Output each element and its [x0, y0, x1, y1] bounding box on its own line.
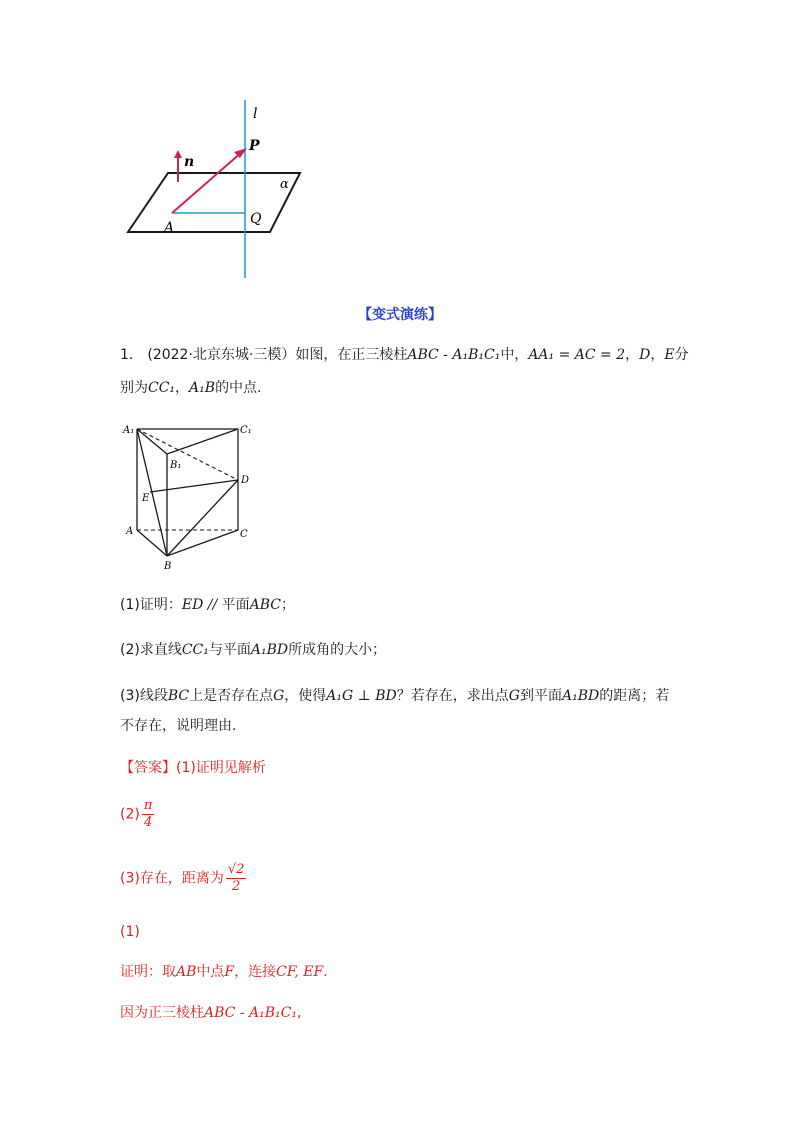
section-title: 【变式演练】 [358, 307, 442, 323]
figure-plane-normal [120, 100, 320, 280]
question-text: (2)求直线 [120, 642, 182, 658]
label-A1: A₁ [123, 425, 135, 436]
question-3 [120, 686, 669, 706]
plane-alpha [128, 173, 300, 232]
fraction-denominator: 2 [231, 879, 241, 894]
normal-arrowhead [174, 150, 182, 158]
answer-part-2 [120, 798, 154, 831]
problem-text: 1. (2022·北京东城·三模）如图，在正三棱柱 [120, 347, 408, 363]
problem-line-1: 1. (2022·北京东城·三模）如图，在正三棱柱ABC - A₁B₁C₁中，AA₁ = AC = 2，D，E分 [120, 347, 689, 363]
problem-line-2: 别为CC₁，A₁B的中点. [120, 380, 262, 396]
math-expr: G [273, 688, 285, 704]
fraction-denominator: 4 [143, 815, 153, 830]
math-expr: ED // [181, 597, 222, 613]
question-3-line-2: 不存在，说明理由. [120, 718, 237, 734]
math-expr: G [508, 688, 520, 704]
question-2 [120, 640, 386, 660]
proof-text: 因为正三棱柱 [120, 1005, 204, 1021]
question-text: ，使得 [284, 688, 327, 704]
math-expr: F [224, 964, 235, 980]
label-n: n [184, 154, 195, 170]
question-1 [120, 595, 295, 615]
fraction-sqrt2-over-2 [226, 862, 247, 895]
math-segment: CC₁ [148, 380, 176, 396]
math-expr: A₁BD [250, 642, 289, 658]
math-expr: AB [176, 964, 197, 980]
math-expr: A₁BD [561, 688, 600, 704]
math-expr: A₁G ⊥ BD [326, 688, 397, 704]
label-Q: Q [250, 211, 262, 227]
math-prism: ABC - A₁B₁C₁ [407, 347, 501, 363]
label-P: P [249, 138, 260, 154]
proof-text: 中点 [196, 964, 225, 980]
proof-text: ，连接 [234, 964, 277, 980]
label-C1: C₁ [240, 425, 252, 436]
fraction-numerator: π [143, 798, 153, 813]
proof-line-1 [120, 962, 328, 982]
label-l: l [253, 106, 258, 122]
fraction-pi-over-4 [142, 798, 155, 831]
math-expr: CC₁ [181, 642, 209, 658]
problem-text: 的中点. [215, 380, 262, 396]
question-text: 与平面 [208, 642, 251, 658]
figure-triangular-prism [120, 420, 260, 580]
problem-text: 中， [500, 347, 529, 363]
answer-part-3 [120, 862, 246, 895]
label-B: B [164, 561, 172, 572]
label-alpha: α [280, 177, 289, 192]
math-point-D: D [639, 347, 651, 363]
math-expr: ABC - A₁B₁C₁ [204, 1005, 297, 1021]
question-text: 的距离；若 [599, 688, 670, 704]
vector-AP [172, 152, 242, 213]
answer-text: (3)存在，距离为 [120, 870, 224, 887]
math-condition: AA₁ = AC = 2 [528, 347, 626, 363]
math-point-E: E [664, 347, 675, 363]
math-segment: A₁B [189, 380, 216, 396]
problem-text: ， [625, 347, 640, 363]
question-text: 上是否存在点 [189, 688, 274, 704]
proof-label: (1) [120, 924, 140, 940]
label-B1: B₁ [170, 460, 182, 471]
problem-text: 别为 [120, 380, 148, 396]
question-text: ； [281, 597, 295, 613]
answer-tag: 【答案】 [120, 760, 176, 776]
proof-text: . [323, 964, 328, 980]
question-text: 到平面 [519, 688, 562, 704]
problem-text: 分 [674, 347, 689, 363]
proof-text: 证明：取 [120, 964, 176, 980]
math-expr: ABC [249, 597, 281, 613]
math-expr: CF, EF [276, 964, 324, 980]
question-text: ？若存在，求出点 [396, 688, 509, 704]
question-text: 所成角的大小； [288, 642, 387, 658]
label-A: A [164, 220, 175, 236]
answer-line-1 [120, 758, 266, 778]
math-expr: BC [167, 688, 190, 704]
question-text: 平面 [221, 597, 250, 613]
question-text: (3)线段 [120, 688, 168, 704]
question-text: (1)证明： [120, 597, 182, 613]
answer-text: (2) [120, 806, 140, 823]
label-E: E [142, 493, 150, 504]
answer-part-1: (1)证明见解析 [176, 760, 266, 776]
label-D: D [241, 475, 250, 486]
proof-text: , [296, 1005, 302, 1021]
proof-line-2 [120, 1003, 301, 1023]
label-A: A [126, 526, 134, 537]
fraction-numerator: √2 [227, 862, 245, 877]
label-C: C [240, 529, 248, 540]
